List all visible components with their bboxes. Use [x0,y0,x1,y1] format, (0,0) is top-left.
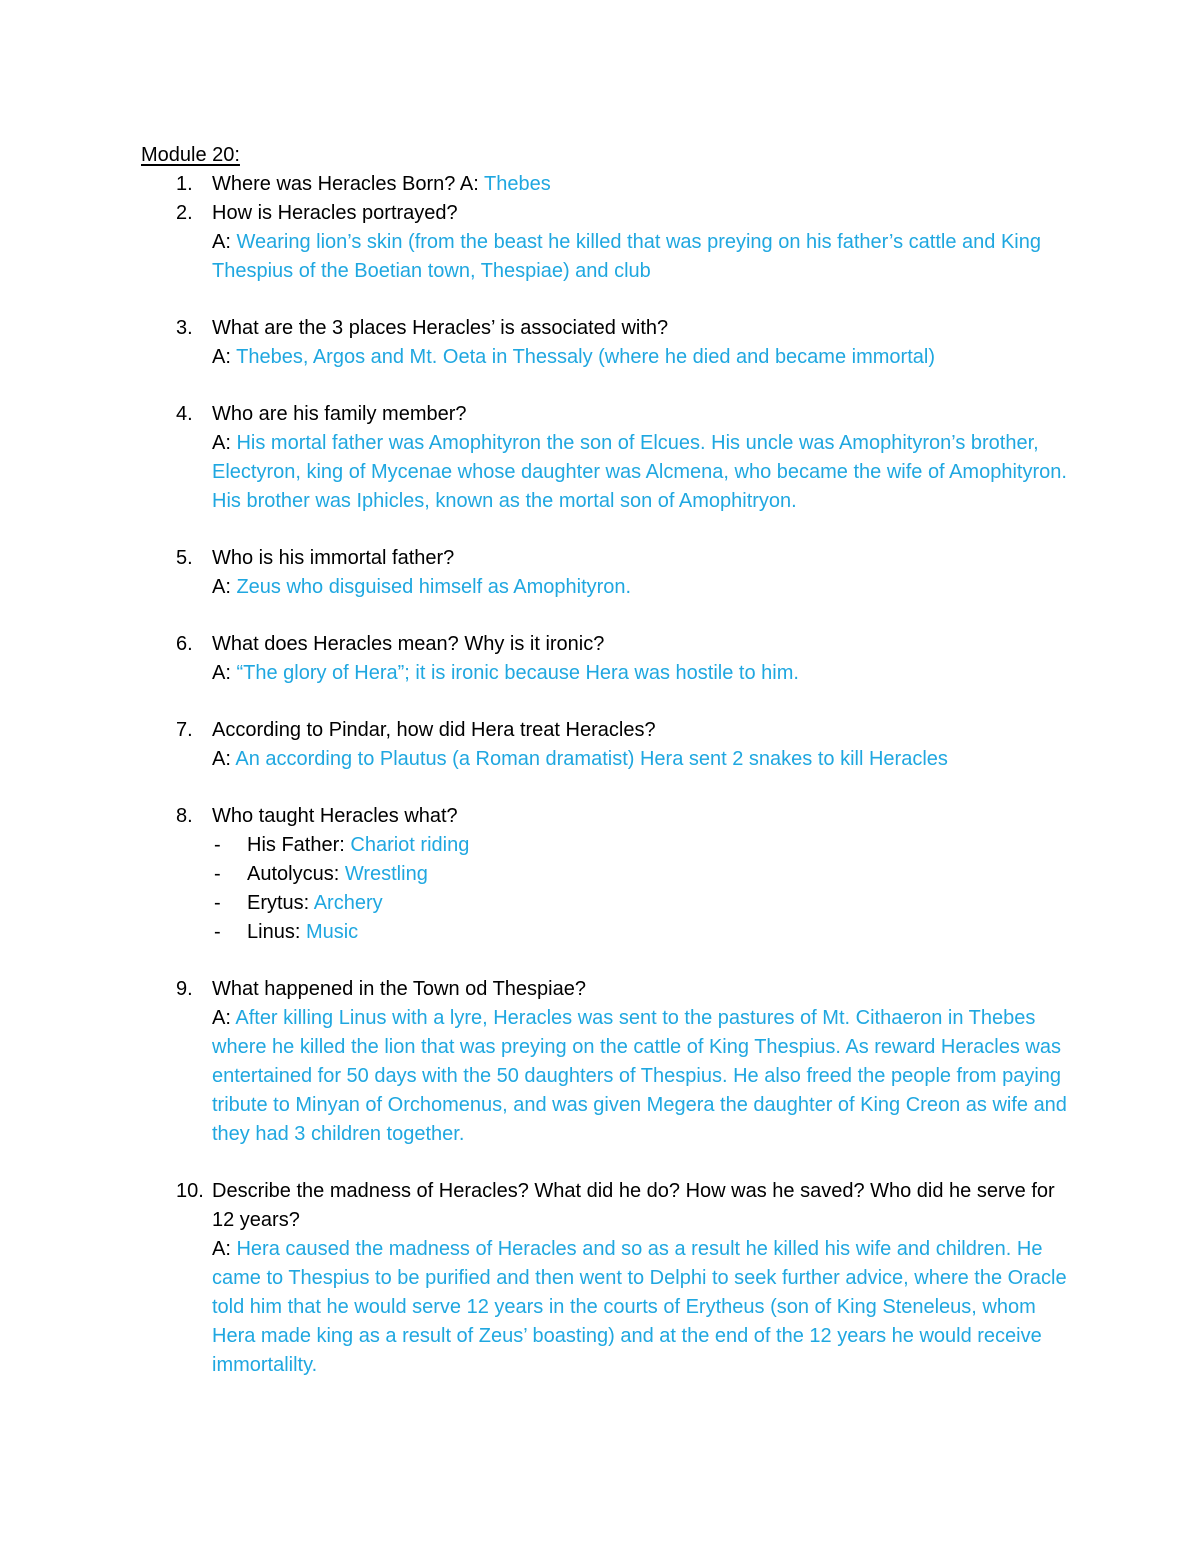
teacher-skill: Music [305,921,359,943]
answer-text: “The glory of Hera”; it is ironic because Hera was hostile to him. [236,662,799,684]
answer-text: Zeus who disguised himself as Amophityron. [236,576,632,598]
question-list [0,170,1200,1380]
question-number: 10. [176,1180,204,1202]
dash-bullet: - [214,921,221,943]
question-item [0,975,1072,1149]
answer [212,745,1072,774]
question-number: 5. [176,547,193,569]
dash-bullet: - [214,892,221,914]
answer-prefix: A: [212,231,231,253]
question-number: 8. [176,805,193,827]
question-text: Describe the madness of Heracles? What did he do? How was he saved? Who did he serve for 12 years? [212,1180,1055,1231]
answer-prefix: A: [212,346,231,368]
question-item [0,170,1072,199]
question-number: 3. [176,317,193,339]
question-text: What happened in the Town od Thespiae? [212,978,586,1000]
teacher-item [212,860,1072,889]
answer-prefix: A: [212,1238,231,1260]
answer-text: Thebes, Argos and Mt. Oeta in Thessaly (where he died and became immortal) [236,346,935,368]
question-item [0,1177,1072,1380]
answer-prefix: A: [212,748,231,770]
question-item [0,400,1072,516]
answer-prefix: A: [459,173,479,195]
answer-text: His mortal father was Amophityron the son of Elcues. His uncle was Amophityron’s brother, Electyron, king of Mycenae whose daughter was Alcmena, who became the wife of Amophityron. His brother was Iphicles, known as the mortal son of Amophitryon. [212,432,1067,512]
question-item [0,544,1072,602]
answer-text: Thebes [484,173,551,195]
answer [212,343,1072,372]
question-text: How is Heracles portrayed? [212,202,458,224]
teacher-skill: Wrestling [344,863,428,885]
dash-bullet: - [214,863,221,885]
teacher-name: Linus: [247,921,301,943]
answer-text: An according to Plautus (a Roman dramatist) Hera sent 2 snakes to kill Heracles [235,748,948,770]
teacher-skill: Chariot riding [350,834,470,856]
answer [212,659,1072,688]
answer [212,429,1072,516]
question-item [0,716,1072,774]
teacher-name: Erytus: [247,892,310,914]
question-number: 4. [176,403,193,425]
teacher-item [212,889,1072,918]
teacher-item [212,918,1072,947]
answer-prefix: A: [212,1007,231,1029]
question-text: Who is his immortal father? [212,547,455,569]
answer-text: Wearing lion’s skin (from the beast he killed that was preying on his father’s cattle and King Thespius of the Boetian town, Thespiae) and club [212,231,1041,282]
module-heading: Module 20: [141,144,240,166]
question-item [0,630,1072,688]
answer-prefix: A: [212,576,231,598]
answer-prefix: A: [212,662,231,684]
question-item [0,314,1072,372]
question-text: What does Heracles mean? Why is it ironic? [212,633,605,655]
question-number: 7. [176,719,193,741]
answer [212,1235,1072,1380]
question-text: Where was Heracles Born? A: Thebes [212,173,551,195]
answer-text: Hera caused the madness of Heracles and so as a result he killed his wife and children. He came to Thespius to be purified and then went to Delphi to seek further advice, where the Oracle told him that he would serve 12 years in the courts of Erytheus (son of King Steneleus, whom Hera made king as a result of Zeus’ boasting) and at the end of the 12 years he would receive immortalilty. [212,1238,1067,1376]
question-number: 6. [176,633,193,655]
answer [212,1004,1072,1149]
question-text: What are the 3 places Heracles’ is associated with? [212,317,669,339]
question-number: 2. [176,202,193,224]
answer-text: After killing Linus with a lyre, Heracles was sent to the pastures of Mt. Cithaeron in Thebes where he killed the lion that was preying on the cattle of King Thespius. As reward Heracles was entertained for 50 days with the 50 daughters of Thespius. He also freed the people from paying tribute to Minyan of Orchomenus, and was given Megera the daughter of King Creon as wife and they had 3 children together. [212,1007,1067,1145]
answer-prefix: A: [212,432,231,454]
dash-bullet: - [214,834,221,856]
teacher-item [212,831,1072,860]
answer [212,228,1072,286]
teacher-name: His Father: [247,834,345,856]
teacher-name: Autolycus: [247,863,340,885]
question-text: Who are his family member? [212,403,467,425]
question-item [0,199,1072,286]
answer [212,573,1072,602]
question-item [0,802,1072,947]
teacher-list [212,831,1072,947]
teacher-skill: Archery [313,892,383,914]
question-text: According to Pindar, how did Hera treat Heracles? [212,719,656,741]
question-text: Who taught Heracles what? [212,805,458,827]
question-number: 1. [176,173,193,195]
question-number: 9. [176,978,193,1000]
